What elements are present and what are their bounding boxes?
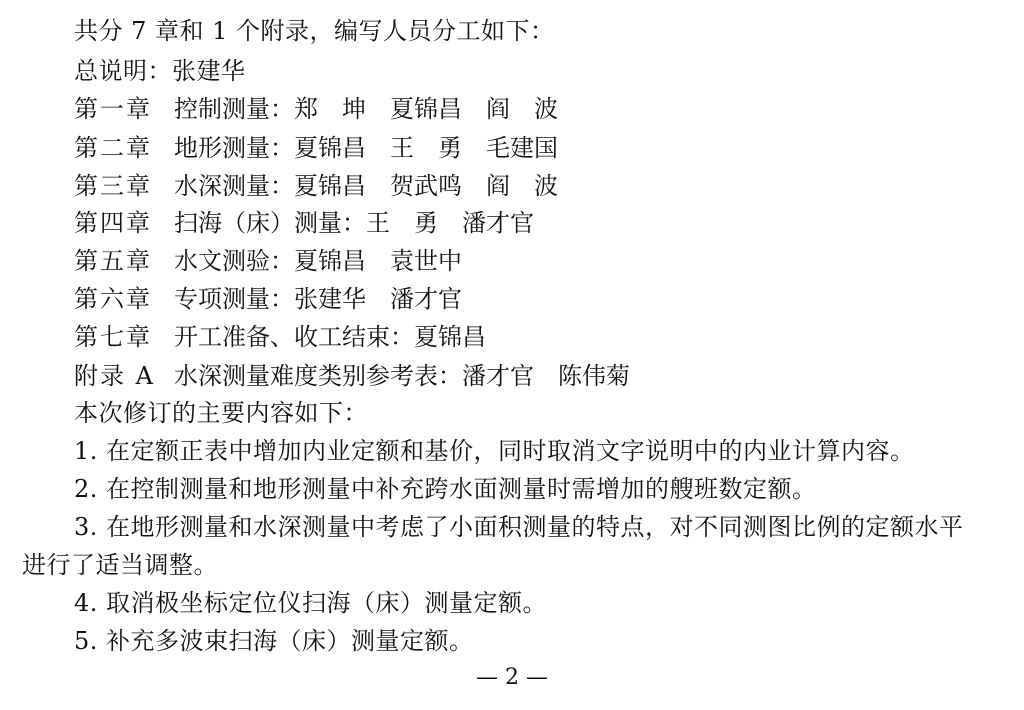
chapter-content: 扫海（床）测量：王 勇 潘才官: [174, 209, 534, 237]
revision-item-continuation: 进行了适当调整。: [22, 551, 218, 579]
revision-item: 3. 在地形测量和水深测量中考虑了小面积测量的特点，对不同测图比例的定额水平: [74, 513, 964, 541]
chapter-content: 水文测验：夏锦昌 袁世中: [174, 247, 462, 275]
revision-heading: 本次修订的主要内容如下：: [74, 399, 368, 427]
revision-item: 2. 在控制测量和地形测量中补充跨水面测量时需增加的艘班数定额。: [74, 475, 817, 503]
general-editor-text: 总说明：张建华: [74, 57, 246, 85]
chapter-content: 开工准备、收工结束：夏锦昌: [174, 323, 486, 351]
revision-item: 5. 补充多波束扫海（床）测量定额。: [74, 627, 474, 655]
chapter-content: 专项测量：张建华 潘才官: [174, 285, 462, 313]
page-number: — 2 —: [476, 665, 548, 690]
chapter-content: 控制测量：郑 坤 夏锦昌 阎 波: [174, 95, 558, 123]
chapter-label: 第六章: [74, 285, 152, 313]
revision-item: 4. 取消极坐标定位仪扫海（床）测量定额。: [74, 589, 548, 617]
chapter-label: 第三章: [74, 172, 152, 200]
appendix-content: 水深测量难度类别参考表：潘才官 陈伟菊: [174, 362, 630, 390]
intro-text: 共分 7 章和 1 个附录，编写人员分工如下：: [74, 17, 555, 45]
chapter-content: 地形测量：夏锦昌 王 勇 毛建国: [174, 134, 558, 162]
chapter-content: 水深测量：夏锦昌 贺武鸣 阎 波: [174, 172, 558, 200]
revision-item: 1. 在定额正表中增加内业定额和基价，同时取消文字说明中的内业计算内容。: [74, 437, 915, 465]
chapter-label: 第七章: [74, 323, 152, 351]
chapter-label: 第五章: [74, 247, 152, 275]
chapter-label: 第四章: [74, 209, 152, 237]
chapter-label: 第二章: [74, 134, 152, 162]
appendix-label: 附录 A: [74, 362, 155, 390]
chapter-label: 第一章: [74, 95, 152, 123]
